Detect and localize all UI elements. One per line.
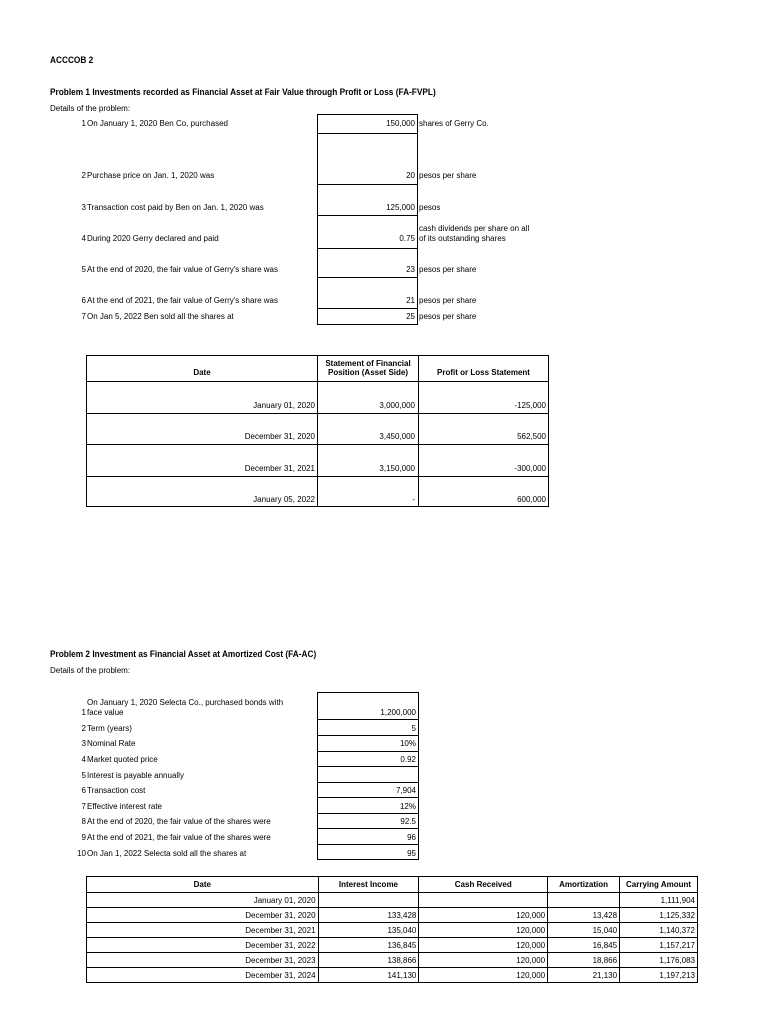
p1-header-sfp-cell [317, 355, 419, 382]
table-row: December 31, 2023 138,866 120,000 18,866 1,176,083 [87, 953, 698, 968]
p1-header-sfp: Statement of Financial Position (Asset Side) [325, 359, 411, 377]
p1-header-date: Date [193, 368, 211, 377]
problem1-details-label: Details of the problem: [50, 104, 131, 113]
p2-header-interest-income: Interest Income [318, 877, 419, 893]
problem2-details-label: Details of the problem: [50, 666, 131, 675]
table-row: December 31, 2020 133,428 120,000 13,428 1,125,332 [87, 908, 698, 923]
p2-header-cash-received: Cash Received [419, 877, 548, 893]
table-row: January 01, 2020 1,111,904 [87, 893, 698, 908]
problem2-title: Problem 2 Investment as Financial Asset at Amortized Cost (FA-AC) [50, 649, 317, 659]
document-heading: ACCCOB 2 [50, 55, 94, 65]
p1-value-cell-4 [317, 215, 418, 249]
p2-header-amortization: Amortization [548, 877, 620, 893]
table-row: December 31, 2024 141,130 120,000 21,130 1,197,213 [87, 968, 698, 983]
p1-header-pl: Profit or Loss Statement [437, 368, 530, 377]
table-row: December 31, 2021 135,040 120,000 15,040 1,140,372 [87, 923, 698, 938]
p2-header-carrying-amount: Carrying Amount [620, 877, 698, 893]
p2-header-date: Date [87, 877, 319, 893]
p1-header-date-cell [86, 355, 318, 382]
p1-header-pl-cell [418, 355, 549, 382]
p2-amortization-table [86, 876, 698, 983]
table-row: December 31, 2022 136,845 120,000 16,845 1,157,217 [87, 938, 698, 953]
problem1-title: Problem 1 Investments recorded as Financial Asset at Fair Value through Profit or Loss (FA-FVPL) [50, 87, 436, 97]
